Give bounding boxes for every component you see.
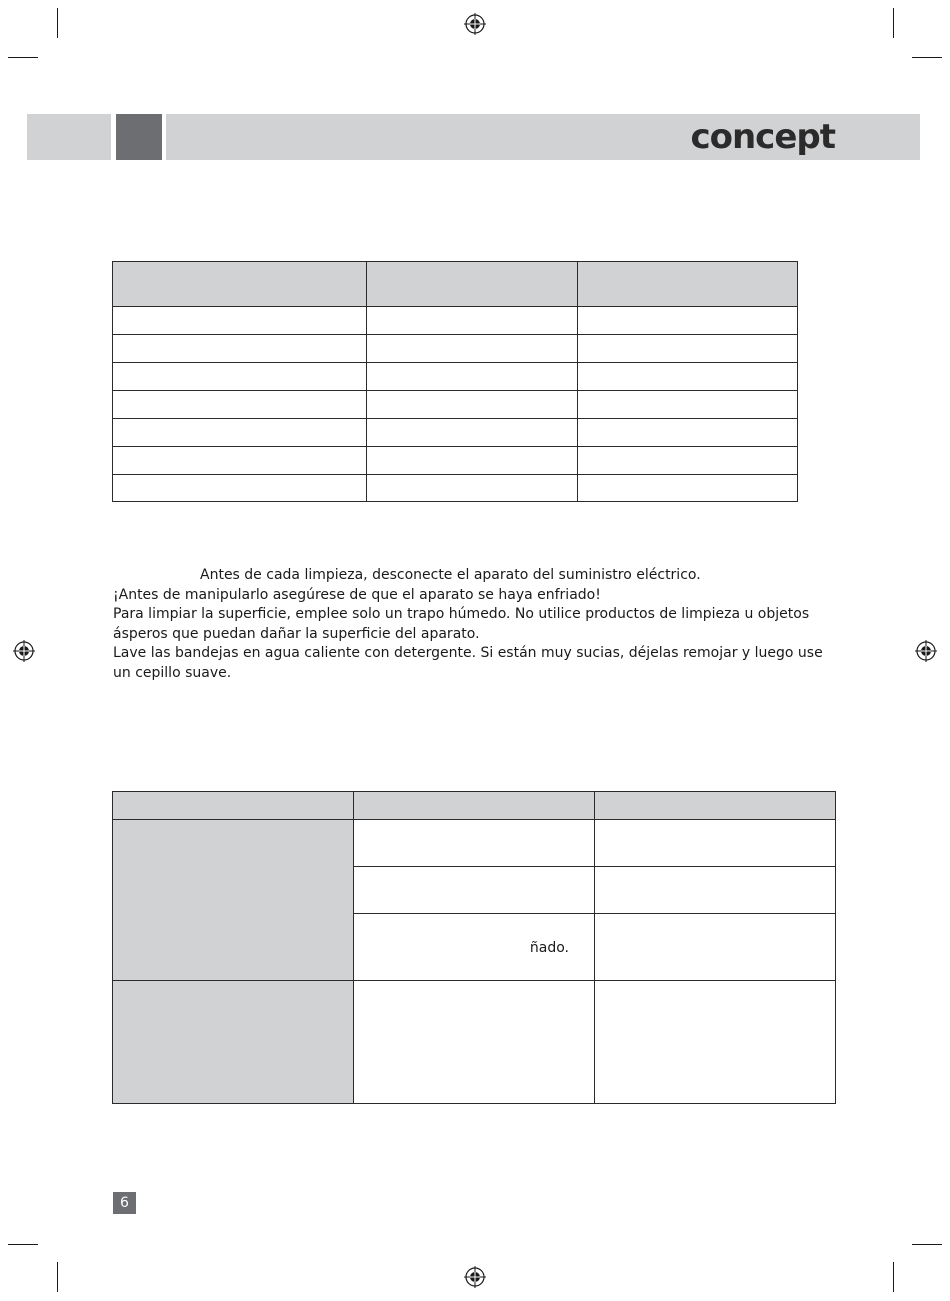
table-cell — [113, 419, 367, 447]
cause-cell — [354, 981, 595, 1104]
table-cell — [113, 307, 367, 335]
table-cell — [367, 335, 578, 363]
crop-mark — [8, 1244, 38, 1245]
table-row — [113, 447, 798, 475]
cause-cell — [354, 820, 595, 867]
cleaning-instructions — [113, 566, 838, 683]
table-row — [113, 981, 836, 1104]
table-cell — [578, 335, 798, 363]
solution-cell — [595, 867, 836, 914]
table-cell — [578, 307, 798, 335]
table-cell — [367, 475, 578, 502]
crop-mark — [912, 1244, 942, 1245]
crop-mark — [893, 8, 894, 38]
registration-mark-icon — [464, 13, 486, 35]
brand-logo: concept — [690, 117, 835, 157]
table-header-cell — [578, 262, 798, 307]
table-cell — [367, 419, 578, 447]
table-cell — [113, 475, 367, 502]
cleaning-line-2: ¡Antes de manipularlo asegúrese de que el aparato se haya enfriado! — [113, 586, 601, 603]
table-cell — [367, 307, 578, 335]
crop-mark — [8, 57, 38, 58]
crop-mark — [57, 8, 58, 38]
table-cell — [367, 363, 578, 391]
solution-cell — [595, 820, 836, 867]
header-dark-block — [116, 114, 162, 160]
cleaning-line-3: Para limpiar la superficie, emplee solo un trapo húmedo. No utilice productos de limpieza u objetos ásperos que puedan dañar la superficie del aparato. — [113, 606, 810, 642]
crop-mark — [912, 57, 942, 58]
table-header-cell — [113, 262, 367, 307]
table-cell — [578, 391, 798, 419]
table-row — [113, 363, 798, 391]
table-header-row — [113, 262, 798, 307]
solution-cell — [595, 914, 836, 981]
cleaning-line-1: Antes de cada limpieza, desconecte el aparato del suministro eléctrico. — [200, 567, 701, 583]
crop-mark — [893, 1262, 894, 1292]
table-row — [113, 820, 836, 867]
table-header-cell — [367, 262, 578, 307]
cleaning-line-4: Lave las bandejas en agua caliente con detergente. Si están muy sucias, déjelas remojar y luego use un cepillo suave. — [113, 645, 823, 681]
table-cell — [367, 391, 578, 419]
table-row — [113, 475, 798, 502]
table-cell — [578, 475, 798, 502]
crop-mark — [57, 1262, 58, 1292]
table-cell — [578, 419, 798, 447]
table-row — [113, 391, 798, 419]
page-number: 6 — [113, 1192, 136, 1214]
spec-table — [112, 261, 798, 502]
problem-cell — [113, 820, 354, 981]
troubleshooting-table — [112, 791, 836, 1104]
cause-cell — [354, 914, 595, 981]
table-header-cell — [595, 792, 836, 820]
registration-mark-icon — [464, 1266, 486, 1288]
registration-mark-icon — [13, 640, 35, 662]
table-row — [113, 419, 798, 447]
table-row — [113, 335, 798, 363]
table-header-cell — [354, 792, 595, 820]
table-cell — [367, 447, 578, 475]
table-cell — [113, 447, 367, 475]
table-cell — [113, 335, 367, 363]
registration-mark-icon — [915, 640, 937, 662]
table-cell — [113, 391, 367, 419]
problem-cell — [113, 981, 354, 1104]
solution-cell — [595, 981, 836, 1104]
table-header-cell — [113, 792, 354, 820]
table-row — [113, 307, 798, 335]
cause-fragment: ñado. — [529, 940, 569, 956]
table-cell — [578, 363, 798, 391]
cause-cell — [354, 867, 595, 914]
header-bar-left — [27, 114, 111, 160]
table-cell — [113, 363, 367, 391]
table-cell — [578, 447, 798, 475]
table-header-row — [113, 792, 836, 820]
